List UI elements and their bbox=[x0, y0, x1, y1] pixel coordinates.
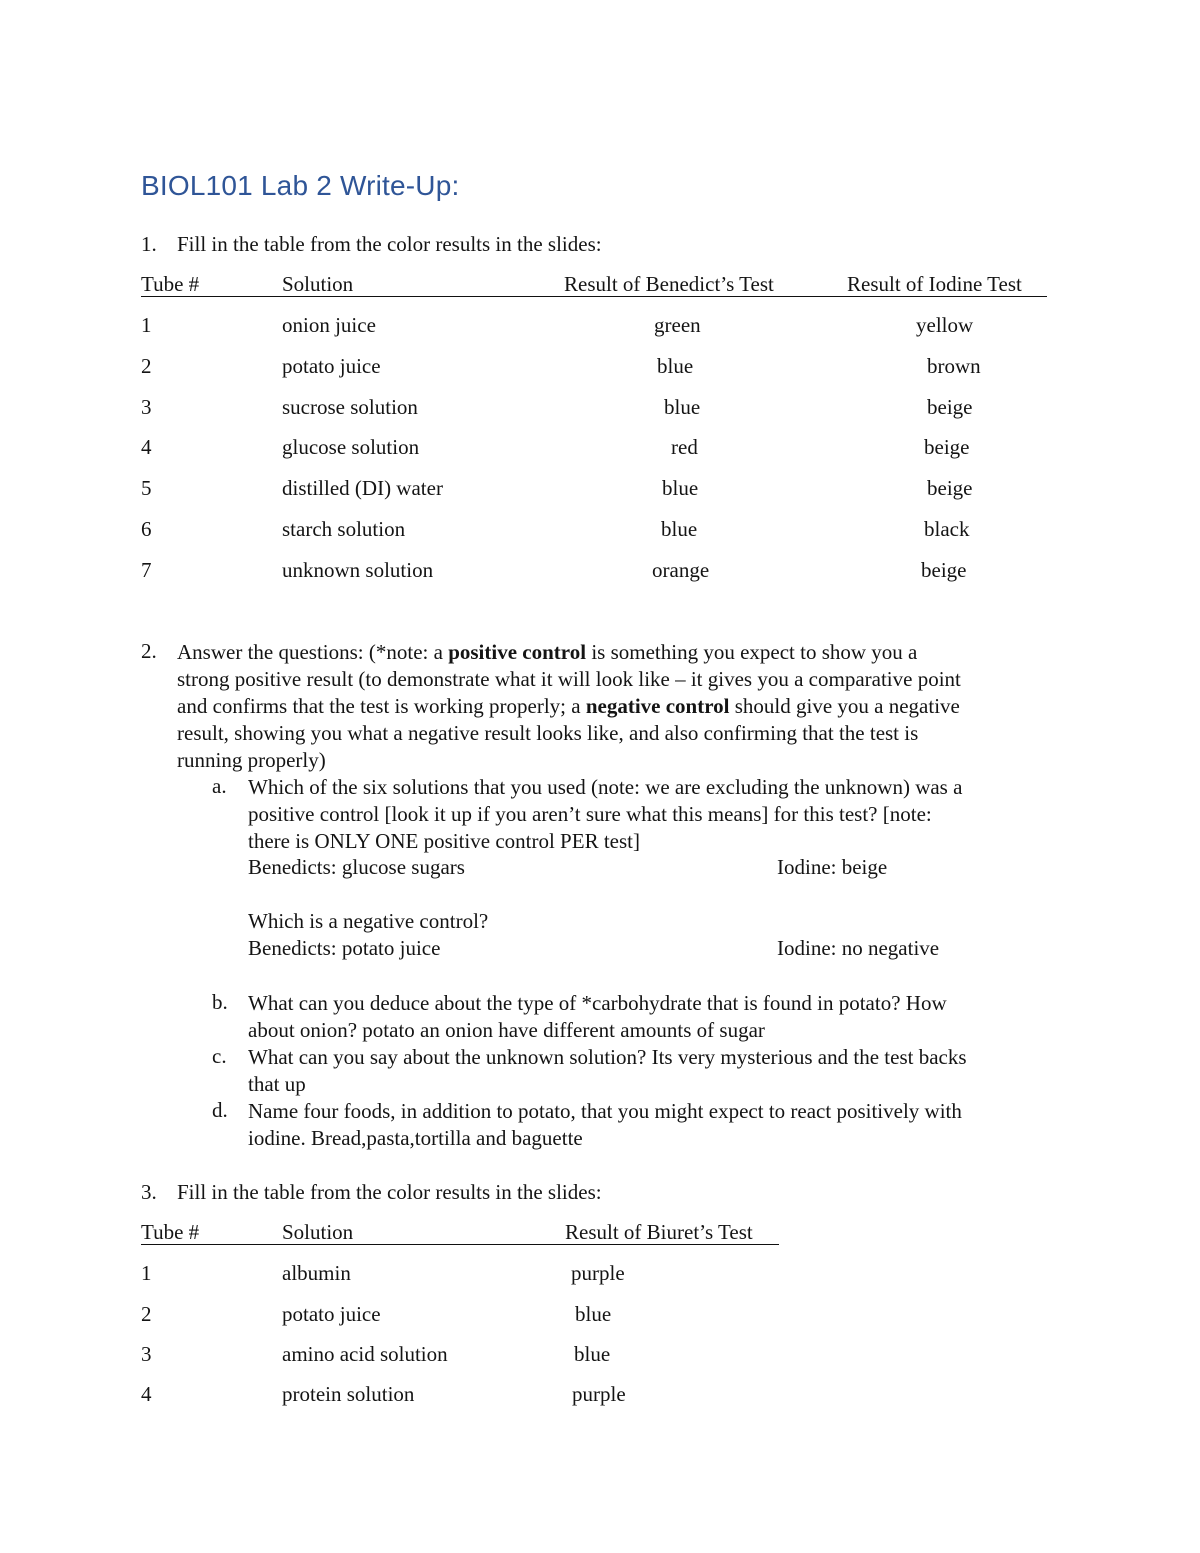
table-1-row-5-iodine: beige bbox=[927, 476, 973, 500]
q2-line3-part1: and confirms that the test is working properly; a bbox=[177, 694, 586, 718]
table-2-row-3-solution: amino acid solution bbox=[282, 1342, 448, 1366]
table-2-row-1-solution: albumin bbox=[282, 1261, 351, 1285]
table-2-header-tube: Tube # bbox=[141, 1220, 200, 1244]
table-1-header-solution: Solution bbox=[282, 272, 354, 296]
table-2-row-4-tube: 4 bbox=[141, 1382, 152, 1406]
question-2c-line-2: that up bbox=[248, 1072, 306, 1096]
question-2d-label: d. bbox=[212, 1098, 228, 1122]
table-2-row-3-tube: 3 bbox=[141, 1342, 152, 1366]
question-1-number: 1. bbox=[141, 232, 157, 256]
table-1-row-5-tube: 5 bbox=[141, 476, 152, 500]
table-1-row-4-solution: glucose solution bbox=[282, 435, 420, 459]
question-2c-line-1: What can you say about the unknown solution? Its very mysterious and the test backs bbox=[248, 1045, 967, 1069]
table-1-row-5-benedict: blue bbox=[662, 476, 699, 500]
table-1-row-3-solution: sucrose solution bbox=[282, 395, 418, 419]
question-2b-line-2: about onion? potato an onion have different amounts of sugar bbox=[248, 1018, 765, 1042]
question-2-line-4: result, showing you what a negative result looks like, and also confirming that the test is bbox=[177, 721, 919, 745]
table-2-row-4-solution: protein solution bbox=[282, 1382, 415, 1406]
question-2a-text bbox=[248, 774, 962, 855]
positive-control-term: positive control bbox=[448, 640, 587, 664]
page-title: BIOL101 Lab 2 Write-Up: bbox=[141, 170, 460, 201]
question-2c-label: c. bbox=[212, 1044, 227, 1068]
table-1-row-3-iodine: beige bbox=[927, 395, 973, 419]
table-2-row-4-biuret: purple bbox=[572, 1382, 626, 1406]
question-2a-negative-control: Which is a negative control? bbox=[248, 909, 489, 933]
answer-2a-benedicts-positive: Benedicts: glucose sugars bbox=[248, 855, 465, 879]
question-3-text: Fill in the table from the color results in the slides: bbox=[177, 1180, 602, 1204]
table-1-row-2-benedict: blue bbox=[657, 354, 694, 378]
table-1-row-7-tube: 7 bbox=[141, 558, 152, 582]
table-1-row-6-benedict: blue bbox=[661, 517, 698, 541]
q2-line1-part3: is something you expect to show you a bbox=[586, 640, 918, 664]
table-1-row-2-iodine: brown bbox=[927, 354, 981, 378]
table-2-row-1-tube: 1 bbox=[141, 1261, 152, 1285]
table-2-row-1-biuret: purple bbox=[571, 1261, 625, 1285]
question-2b-line-1: What can you deduce about the type of *carbohydrate that is found in potato? How bbox=[248, 991, 947, 1015]
table-1-row-1-solution: onion juice bbox=[282, 313, 376, 337]
negative-control-term: negative control bbox=[585, 694, 730, 718]
question-2-number: 2. bbox=[141, 639, 157, 663]
table-2-header-solution: Solution bbox=[282, 1220, 354, 1244]
question-2d-line-2: iodine. Bread,pasta,tortilla and baguette bbox=[248, 1126, 583, 1150]
question-1-text: Fill in the table from the color results in the slides: bbox=[177, 232, 602, 256]
answer-2a-iodine-positive: Iodine: beige bbox=[777, 855, 888, 879]
table-2-row-2-biuret: blue bbox=[575, 1302, 612, 1326]
table-1-row-6-solution: starch solution bbox=[282, 517, 406, 541]
q2-line1-part1: Answer the questions: (*note: a bbox=[177, 640, 449, 664]
question-2-intro bbox=[177, 639, 961, 774]
table-1-row-6-tube: 6 bbox=[141, 517, 152, 541]
table-1-row-7-iodine: beige bbox=[921, 558, 967, 582]
table-1-row-4-tube: 4 bbox=[141, 435, 152, 459]
table-1-row-7-benedict: orange bbox=[652, 558, 710, 582]
table-1-row-5-solution: distilled (DI) water bbox=[282, 476, 443, 500]
question-2b-text bbox=[248, 990, 947, 1044]
table-2-row-2-solution: potato juice bbox=[282, 1302, 381, 1326]
table-1-row-4-benedict: red bbox=[671, 435, 698, 459]
table-1-row-1-iodine: yellow bbox=[916, 313, 974, 337]
question-3-number: 3. bbox=[141, 1180, 157, 1204]
table-1-header-benedict: Result of Benedict’s Test bbox=[564, 272, 774, 296]
question-2a-line-3: there is ONLY ONE positive control PER test] bbox=[248, 829, 640, 853]
table-1-row-2-tube: 2 bbox=[141, 354, 152, 378]
answer-2a-iodine-negative: Iodine: no negative bbox=[777, 936, 940, 960]
question-2-line-3 bbox=[177, 693, 961, 720]
table-1-row-4-iodine: beige bbox=[924, 435, 970, 459]
q2-line3-part3: should give you a negative bbox=[729, 694, 960, 718]
question-2d-line-1: Name four foods, in addition to potato, that you might expect to react positively with bbox=[248, 1099, 962, 1123]
question-2-line-1 bbox=[177, 639, 961, 666]
question-2b-label: b. bbox=[212, 990, 228, 1014]
question-2a-line-2: positive control [look it up if you aren’t sure what this means] for this test? [note: bbox=[248, 802, 932, 826]
table-1-row-6-iodine: black bbox=[924, 517, 970, 541]
table-1-header-iodine: Result of Iodine Test bbox=[847, 272, 1022, 296]
table-1-header-tube: Tube # bbox=[141, 272, 200, 296]
table-1-row-3-tube: 3 bbox=[141, 395, 152, 419]
question-2-line-5: running properly) bbox=[177, 748, 326, 772]
table-2-header-biuret: Result of Biuret’s Test bbox=[565, 1220, 753, 1244]
table-1-row-3-benedict: blue bbox=[664, 395, 701, 419]
table-1-row-7-solution: unknown solution bbox=[282, 558, 434, 582]
table-1-row-2-solution: potato juice bbox=[282, 354, 381, 378]
question-2c-text bbox=[248, 1044, 967, 1098]
answer-2a-benedicts-negative: Benedicts: potato juice bbox=[248, 936, 441, 960]
table-2-row-3-biuret: blue bbox=[574, 1342, 611, 1366]
table-2-row-2-tube: 2 bbox=[141, 1302, 152, 1326]
question-2a-line-1: Which of the six solutions that you used (note: we are excluding the unknown) was a bbox=[248, 775, 963, 799]
question-2d-text bbox=[248, 1098, 962, 1152]
table-1-row-1-benedict: green bbox=[654, 313, 701, 337]
question-2a-label: a. bbox=[212, 774, 227, 798]
question-2-line-2: strong positive result (to demonstrate what it will look like – it gives you a comparative point bbox=[177, 667, 961, 691]
table-1-row-1-tube: 1 bbox=[141, 313, 152, 337]
